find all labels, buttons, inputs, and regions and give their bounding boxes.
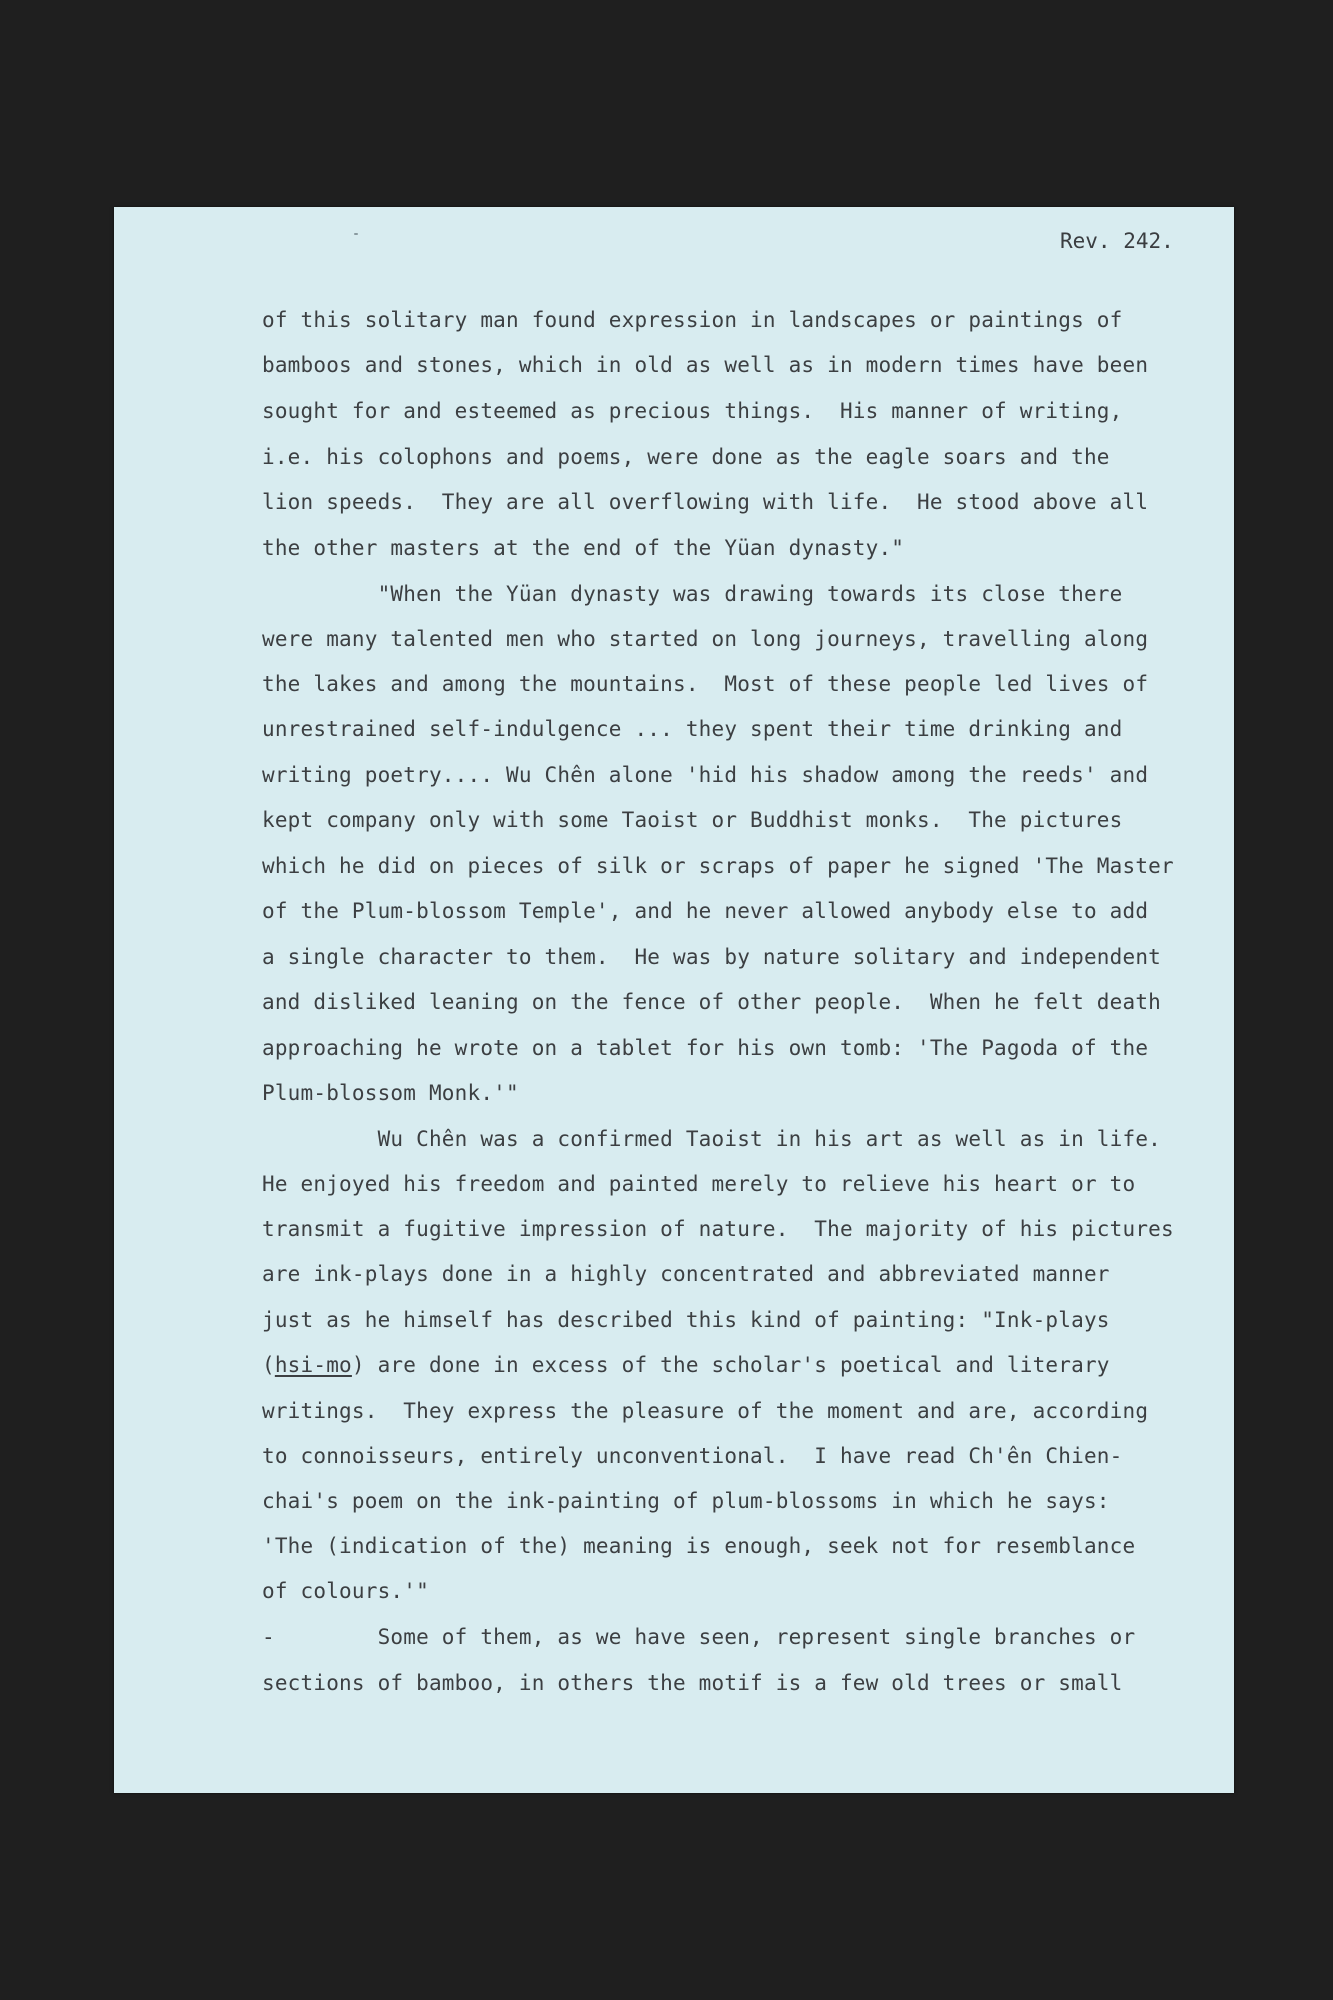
text-line: writing poetry.... Wu Chên alone 'hid his shadow among the reeds' and: [262, 763, 1149, 787]
text-line: writings. They express the pleasure of the moment and are, according: [262, 1399, 1149, 1423]
paper-speck: [354, 233, 358, 235]
text-line: of colours.'": [262, 1579, 429, 1603]
text-line: lion speeds. They are all overflowing with life. He stood above all: [262, 490, 1149, 514]
text-line-with-underline: [262, 1352, 1110, 1378]
text-line: the other masters at the end of the Yüan dynasty.": [262, 536, 905, 560]
text-line: kept company only with some Taoist or Buddhist monks. The pictures: [262, 808, 1123, 832]
text-line: Wu Chên was a confirmed Taoist in his art as well as in life.: [262, 1127, 1162, 1151]
open-paren: (: [262, 1353, 275, 1377]
text-line: unrestrained self-indulgence ... they spent their time drinking and: [262, 717, 1123, 741]
text-line: were many talented men who started on long journeys, travelling along: [262, 627, 1149, 651]
text-line: bamboos and stones, which in old as well as in modern times have been: [262, 353, 1149, 377]
text-line: a single character to them. He was by nature solitary and independent: [262, 945, 1162, 969]
text-line: approaching he wrote on a tablet for his own tomb: 'The Pagoda of the: [262, 1036, 1149, 1060]
text-line: chai's poem on the ink-painting of plum-blossoms in which he says:: [262, 1489, 1110, 1513]
text-line: of the Plum-blossom Temple', and he never allowed anybody else to add: [262, 899, 1149, 923]
text-line: 'The (indication of the) meaning is enough, seek not for resemblance: [262, 1534, 1136, 1558]
text-line: sections of bamboo, in others the motif is a few old trees or small: [262, 1671, 1123, 1695]
text-line: and disliked leaning on the fence of other people. When he felt death: [262, 990, 1162, 1014]
underlined-term: hsi-mo: [274, 1353, 352, 1377]
text-line: which he did on pieces of silk or scraps of paper he signed 'The Master: [262, 854, 1174, 878]
text-line: transmit a fugitive impression of nature. The majority of his pictures: [262, 1217, 1174, 1241]
text-line: the lakes and among the mountains. Most of these people led lives of: [262, 672, 1149, 696]
text-line: He enjoyed his freedom and painted merely to relieve his heart or to: [262, 1172, 1136, 1196]
text-line: - Some of them, as we have seen, represent single branches or: [262, 1625, 1136, 1649]
text-line: i.e. his colophons and poems, were done as the eagle soars and the: [262, 445, 1110, 469]
text-line: are ink-plays done in a highly concentrated and abbreviated manner: [262, 1262, 1110, 1286]
text-line: just as he himself has described this kind of painting: "Ink-plays: [262, 1308, 1110, 1332]
text-line: "When the Yüan dynasty was drawing towards its close there: [262, 582, 1123, 606]
document-page: [114, 207, 1234, 1793]
text-line: sought for and esteemed as precious things. His manner of writing,: [262, 399, 1123, 423]
line-remainder: ) are done in excess of the scholar's poetical and literary: [351, 1353, 1110, 1377]
text-line: to connoisseurs, entirely unconventional. I have read Ch'ên Chien-: [262, 1444, 1123, 1468]
page-number: Rev. 242.: [1060, 229, 1174, 253]
text-line: Plum-blossom Monk.'": [262, 1081, 519, 1105]
text-line: of this solitary man found expression in landscapes or paintings of: [262, 308, 1123, 332]
